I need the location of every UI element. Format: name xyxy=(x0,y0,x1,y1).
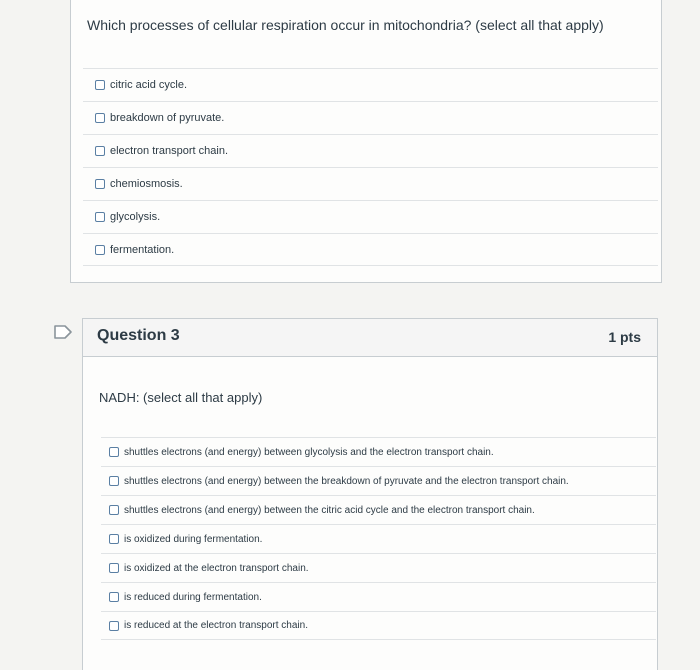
answer-option[interactable] xyxy=(101,524,656,553)
answer-option[interactable] xyxy=(83,101,658,134)
answer-label: shuttles electrons (and energy) between glycolysis and the electron transport chain. xyxy=(124,446,494,458)
answer-label: is reduced during fermentation. xyxy=(124,591,262,603)
answer-label: chemiosmosis. xyxy=(110,178,183,190)
answer-option[interactable] xyxy=(83,68,658,101)
question-title: Question 3 xyxy=(97,327,180,344)
checkbox-icon[interactable] xyxy=(109,534,119,544)
answer-label: shuttles electrons (and energy) between the breakdown of pyruvate and the electron transport chain. xyxy=(124,475,569,487)
answer-option[interactable] xyxy=(83,233,658,266)
checkbox-icon[interactable] xyxy=(95,179,105,189)
answer-option[interactable] xyxy=(101,582,656,611)
question-prompt: Which processes of cellular respiration occur in mitochondria? (select all that apply) xyxy=(87,17,604,33)
answer-option[interactable] xyxy=(101,611,656,640)
question-header xyxy=(83,319,657,357)
checkbox-icon[interactable] xyxy=(109,563,119,573)
checkbox-icon[interactable] xyxy=(95,245,105,255)
checkbox-icon[interactable] xyxy=(109,592,119,602)
answer-option[interactable] xyxy=(101,437,656,466)
answer-option[interactable] xyxy=(101,466,656,495)
answer-label: fermentation. xyxy=(110,243,175,256)
checkbox-icon[interactable] xyxy=(109,447,119,457)
checkbox-icon[interactable] xyxy=(109,505,119,515)
flag-question-icon[interactable] xyxy=(53,324,73,340)
checkbox-icon[interactable] xyxy=(95,80,105,90)
answer-label: is oxidized during fermentation. xyxy=(124,533,263,545)
question-card-3 xyxy=(82,318,658,670)
checkbox-icon[interactable] xyxy=(109,621,119,631)
answer-option[interactable] xyxy=(83,134,658,167)
answer-option[interactable] xyxy=(101,553,656,582)
answer-label: shuttles electrons (and energy) between the citric acid cycle and the electron transport chain. xyxy=(124,504,535,516)
answer-option[interactable] xyxy=(83,200,658,233)
question-card-2 xyxy=(70,0,662,283)
checkbox-icon[interactable] xyxy=(95,212,105,222)
question-points: 1 pts xyxy=(608,329,641,345)
answer-label: is oxidized at the electron transport chain. xyxy=(124,562,309,574)
answer-label: breakdown of pyruvate. xyxy=(110,112,225,124)
checkbox-icon[interactable] xyxy=(95,113,105,123)
answer-option[interactable] xyxy=(101,495,656,524)
answer-label: is reduced at the electron transport chain. xyxy=(124,620,308,631)
answer-label: citric acid cycle. xyxy=(110,79,188,91)
checkbox-icon[interactable] xyxy=(95,146,105,156)
answer-list xyxy=(101,437,656,640)
answer-list xyxy=(83,68,658,266)
checkbox-icon[interactable] xyxy=(109,476,119,486)
answer-label: glycolysis. xyxy=(110,211,161,223)
answer-option[interactable] xyxy=(83,167,658,200)
question-prompt: NADH: (select all that apply) xyxy=(99,390,263,405)
answer-label: electron transport chain. xyxy=(110,145,229,157)
